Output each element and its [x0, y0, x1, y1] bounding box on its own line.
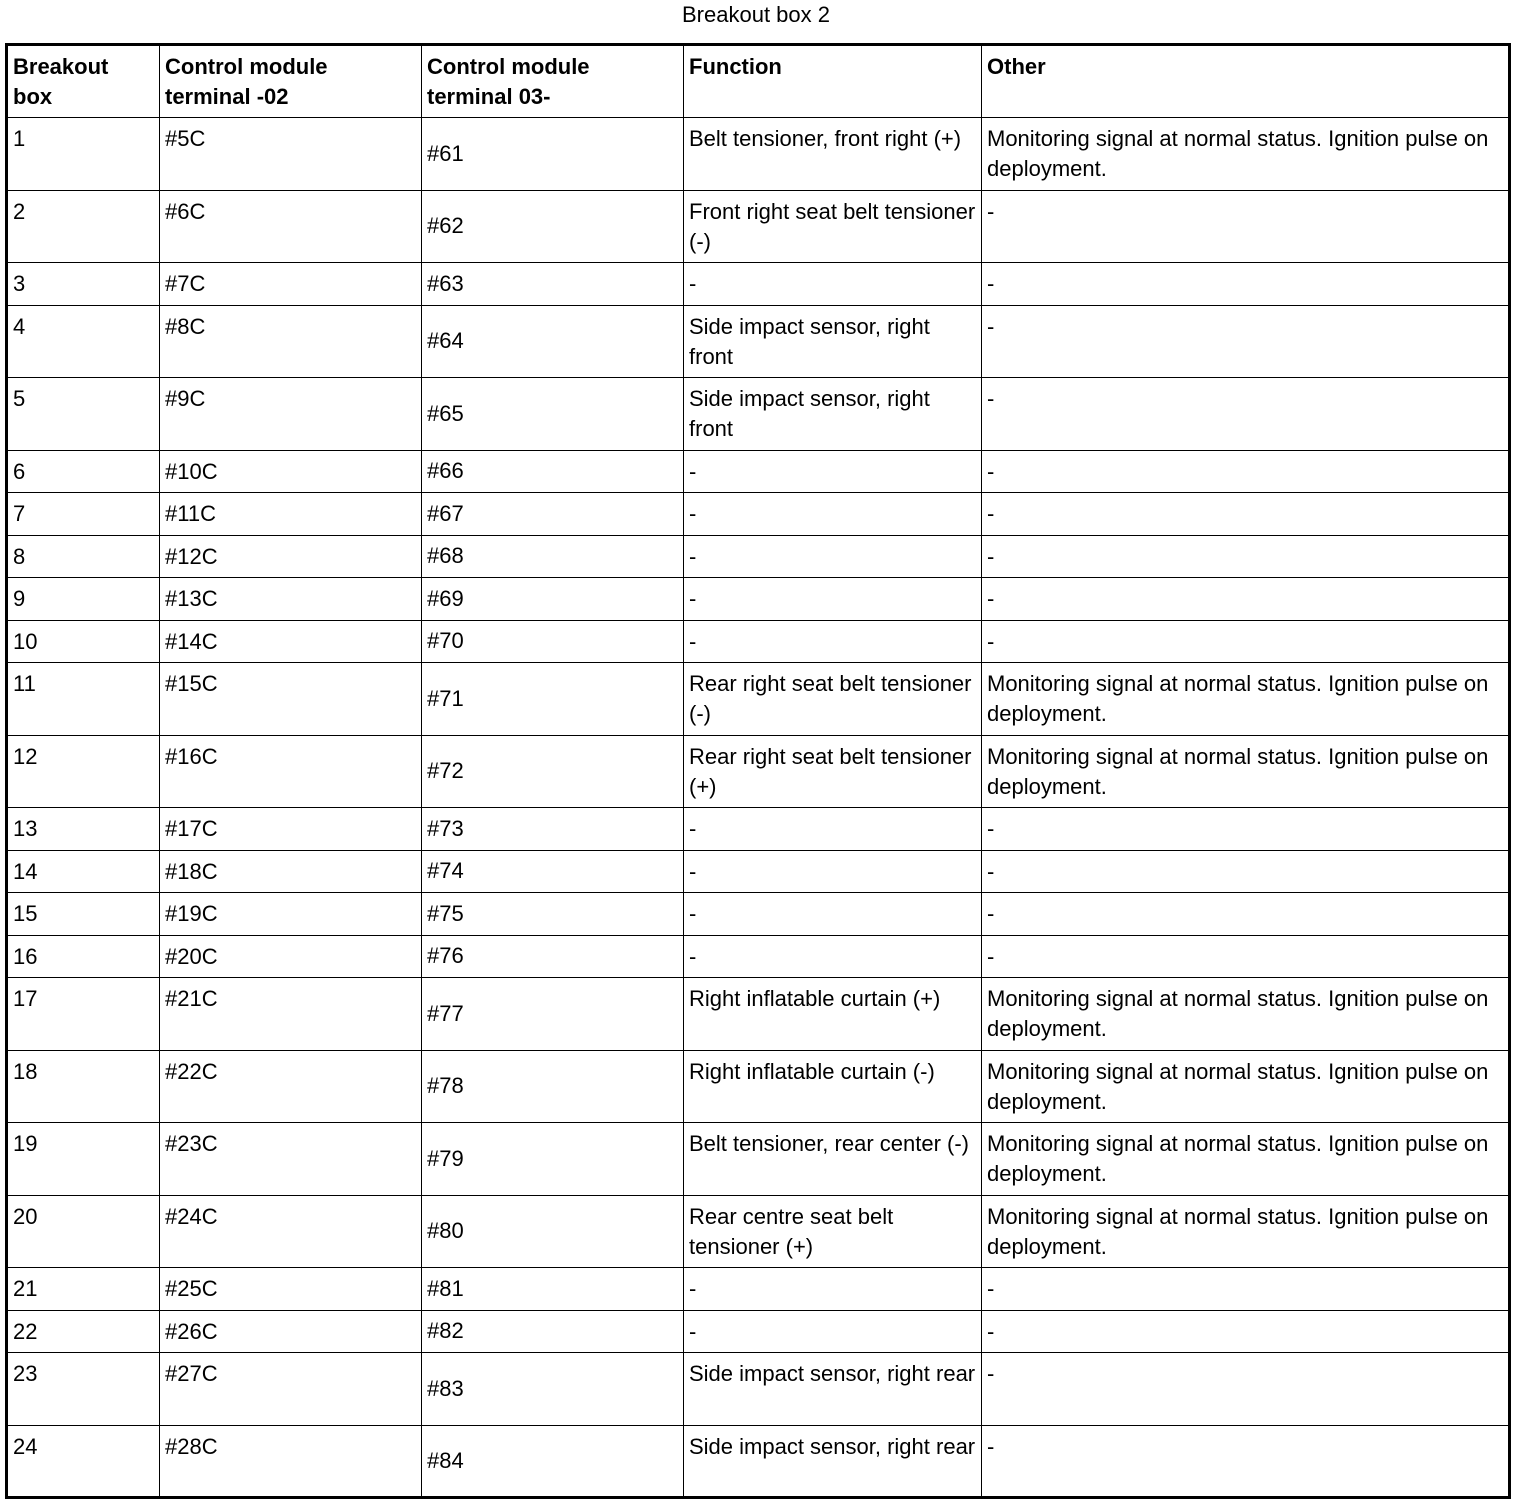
cell-terminal-02: #15C: [160, 663, 422, 736]
cell-terminal-02: #26C: [160, 1310, 422, 1353]
cell-function: Side impact sensor, right front: [684, 305, 982, 378]
cell-terminal-02: #8C: [160, 305, 422, 378]
cell-terminal-02: #16C: [160, 735, 422, 808]
cell-terminal-03: #79: [422, 1123, 684, 1196]
table-row: [7, 978, 1510, 1051]
cell-other: Monitoring signal at normal status. Ignition pulse on deployment.: [982, 118, 1510, 191]
cell-other: -: [982, 190, 1510, 263]
cell-terminal-02: #23C: [160, 1123, 422, 1196]
header-other: Other: [982, 45, 1510, 118]
table-row: [7, 190, 1510, 263]
cell-other: -: [982, 493, 1510, 536]
cell-terminal-02: #7C: [160, 263, 422, 306]
cell-function: -: [684, 263, 982, 306]
cell-terminal-03: #62: [422, 190, 684, 263]
table-row: [7, 808, 1510, 851]
cell-breakout-box: 17: [7, 978, 160, 1051]
cell-breakout-box: 10: [7, 620, 160, 663]
cell-breakout-box: 12: [7, 735, 160, 808]
cell-function: Side impact sensor, right rear: [684, 1425, 982, 1498]
table-row: [7, 118, 1510, 191]
cell-terminal-02: #27C: [160, 1353, 422, 1426]
cell-terminal-02: #28C: [160, 1425, 422, 1498]
cell-breakout-box: 2: [7, 190, 160, 263]
cell-breakout-box: 8: [7, 535, 160, 578]
cell-function: -: [684, 1268, 982, 1311]
cell-terminal-03: #63: [422, 263, 684, 306]
cell-terminal-03: #74: [422, 850, 684, 893]
cell-terminal-02: #22C: [160, 1050, 422, 1123]
cell-breakout-box: 16: [7, 935, 160, 978]
table-row: [7, 263, 1510, 306]
cell-terminal-02: #21C: [160, 978, 422, 1051]
cell-terminal-03: #64: [422, 305, 684, 378]
cell-other: -: [982, 1268, 1510, 1311]
table-row: [7, 1310, 1510, 1353]
table-body: [7, 118, 1510, 1498]
header-function: Function: [684, 45, 982, 118]
cell-terminal-02: #18C: [160, 850, 422, 893]
cell-terminal-02: #12C: [160, 535, 422, 578]
cell-terminal-03: #81: [422, 1268, 684, 1311]
cell-function: Rear right seat belt tensioner (+): [684, 735, 982, 808]
cell-breakout-box: 1: [7, 118, 160, 191]
cell-breakout-box: 24: [7, 1425, 160, 1498]
cell-function: Belt tensioner, front right (+): [684, 118, 982, 191]
cell-terminal-03: #69: [422, 578, 684, 621]
table-row: [7, 1195, 1510, 1268]
cell-breakout-box: 9: [7, 578, 160, 621]
cell-other: -: [982, 535, 1510, 578]
table-row: [7, 493, 1510, 536]
cell-other: Monitoring signal at normal status. Ignition pulse on deployment.: [982, 1050, 1510, 1123]
cell-breakout-box: 21: [7, 1268, 160, 1311]
cell-terminal-03: #72: [422, 735, 684, 808]
cell-function: Belt tensioner, rear center (-): [684, 1123, 982, 1196]
cell-terminal-03: #77: [422, 978, 684, 1051]
cell-function: -: [684, 935, 982, 978]
cell-breakout-box: 23: [7, 1353, 160, 1426]
cell-breakout-box: 13: [7, 808, 160, 851]
cell-terminal-02: #11C: [160, 493, 422, 536]
cell-other: -: [982, 305, 1510, 378]
cell-terminal-02: #9C: [160, 378, 422, 451]
table-row: [7, 893, 1510, 936]
cell-terminal-03: #67: [422, 493, 684, 536]
cell-terminal-03: #73: [422, 808, 684, 851]
table-row: [7, 1353, 1510, 1426]
table-row: [7, 1050, 1510, 1123]
cell-function: Rear right seat belt tensioner (-): [684, 663, 982, 736]
table-row: [7, 378, 1510, 451]
cell-other: -: [982, 263, 1510, 306]
cell-breakout-box: 6: [7, 450, 160, 493]
cell-function: -: [684, 493, 982, 536]
cell-function: Side impact sensor, right front: [684, 378, 982, 451]
cell-function: Side impact sensor, right rear: [684, 1353, 982, 1426]
cell-function: -: [684, 1310, 982, 1353]
cell-other: -: [982, 935, 1510, 978]
cell-function: -: [684, 578, 982, 621]
cell-other: -: [982, 1425, 1510, 1498]
header-terminal-03: Control module terminal 03-: [422, 45, 684, 118]
cell-other: -: [982, 1310, 1510, 1353]
cell-terminal-02: #14C: [160, 620, 422, 663]
cell-breakout-box: 19: [7, 1123, 160, 1196]
cell-terminal-03: #75: [422, 893, 684, 936]
table-row: [7, 535, 1510, 578]
cell-terminal-03: #65: [422, 378, 684, 451]
cell-other: -: [982, 850, 1510, 893]
table-row: [7, 935, 1510, 978]
table-row: [7, 1268, 1510, 1311]
cell-breakout-box: 7: [7, 493, 160, 536]
cell-terminal-03: #71: [422, 663, 684, 736]
table-row: [7, 735, 1510, 808]
cell-terminal-02: #10C: [160, 450, 422, 493]
cell-terminal-03: #66: [422, 450, 684, 493]
cell-function: Rear centre seat belt tensioner (+): [684, 1195, 982, 1268]
cell-terminal-03: #61: [422, 118, 684, 191]
cell-other: Monitoring signal at normal status. Ignition pulse on deployment.: [982, 735, 1510, 808]
table-row: [7, 1425, 1510, 1498]
breakout-table: [5, 43, 1511, 1499]
page-title: Breakout box 2: [682, 2, 830, 27]
cell-breakout-box: 5: [7, 378, 160, 451]
cell-breakout-box: 14: [7, 850, 160, 893]
cell-other: Monitoring signal at normal status. Ignition pulse on deployment.: [982, 1195, 1510, 1268]
cell-terminal-03: #78: [422, 1050, 684, 1123]
cell-terminal-02: #20C: [160, 935, 422, 978]
cell-other: -: [982, 808, 1510, 851]
cell-breakout-box: 22: [7, 1310, 160, 1353]
cell-function: -: [684, 535, 982, 578]
cell-other: -: [982, 620, 1510, 663]
header-terminal-02: Control module terminal -02: [160, 45, 422, 118]
table-row: [7, 620, 1510, 663]
cell-terminal-02: #19C: [160, 893, 422, 936]
table-header-row: [7, 45, 1510, 118]
cell-terminal-02: #13C: [160, 578, 422, 621]
cell-terminal-03: #80: [422, 1195, 684, 1268]
cell-function: -: [684, 620, 982, 663]
cell-other: -: [982, 450, 1510, 493]
cell-breakout-box: 20: [7, 1195, 160, 1268]
cell-terminal-03: #76: [422, 935, 684, 978]
table-row: [7, 1123, 1510, 1196]
cell-breakout-box: 4: [7, 305, 160, 378]
cell-terminal-02: #24C: [160, 1195, 422, 1268]
cell-function: -: [684, 850, 982, 893]
cell-other: Monitoring signal at normal status. Ignition pulse on deployment.: [982, 663, 1510, 736]
cell-function: -: [684, 808, 982, 851]
table-row: [7, 578, 1510, 621]
cell-function: Right inflatable curtain (-): [684, 1050, 982, 1123]
table-row: [7, 450, 1510, 493]
cell-breakout-box: 18: [7, 1050, 160, 1123]
cell-other: Monitoring signal at normal status. Ignition pulse on deployment.: [982, 978, 1510, 1051]
cell-other: -: [982, 1353, 1510, 1426]
cell-terminal-03: #70: [422, 620, 684, 663]
cell-breakout-box: 11: [7, 663, 160, 736]
cell-function: -: [684, 450, 982, 493]
cell-function: -: [684, 893, 982, 936]
cell-terminal-02: #6C: [160, 190, 422, 263]
cell-breakout-box: 3: [7, 263, 160, 306]
table-row: [7, 663, 1510, 736]
cell-breakout-box: 15: [7, 893, 160, 936]
table-row: [7, 850, 1510, 893]
cell-terminal-02: #5C: [160, 118, 422, 191]
cell-other: -: [982, 378, 1510, 451]
cell-other: Monitoring signal at normal status. Ignition pulse on deployment.: [982, 1123, 1510, 1196]
cell-terminal-02: #25C: [160, 1268, 422, 1311]
header-breakout-box: Breakout box: [7, 45, 160, 118]
cell-terminal-03: #82: [422, 1310, 684, 1353]
cell-function: Right inflatable curtain (+): [684, 978, 982, 1051]
cell-other: -: [982, 578, 1510, 621]
table-row: [7, 305, 1510, 378]
cell-terminal-02: #17C: [160, 808, 422, 851]
cell-other: -: [982, 893, 1510, 936]
cell-terminal-03: #68: [422, 535, 684, 578]
cell-function: Front right seat belt tensioner (-): [684, 190, 982, 263]
cell-terminal-03: #83: [422, 1353, 684, 1426]
cell-terminal-03: #84: [422, 1425, 684, 1498]
